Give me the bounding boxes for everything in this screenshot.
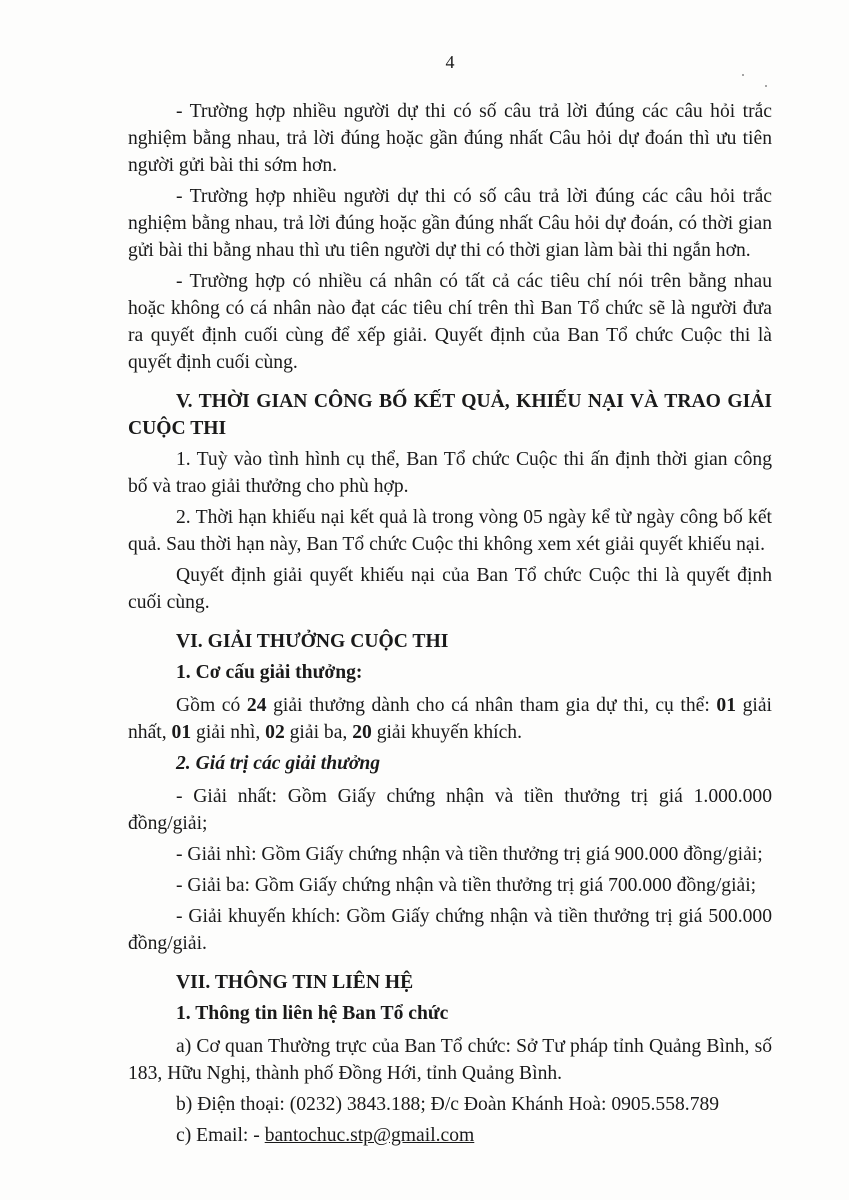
section-5-item-2: 2. Thời hạn khiếu nại kết quả là trong vòng 05 ngày kể từ ngày công bố kết quả. Sau thời hạn này, Ban Tổ chức Cuộc thi không xem xét giải quyết khiếu nại.	[128, 507, 772, 555]
contact-email: c) Email: - bantochuc.stp@gmail.com	[176, 1125, 475, 1146]
document-body	[128, 98, 772, 1153]
tiebreak-rule-2: - Trường hợp nhiều người dự thi có số câu trả lời đúng các câu hỏi trắc nghiệm bằng nhau, trả lời đúng hoặc gần đúng nhất Câu hỏi dự đoán, có thời gian gửi bài thi bằng nhau thì ưu tiên người dự thi có thời gian làm bài thi ngắn hơn.	[128, 186, 772, 261]
section-5-heading: V. THỜI GIAN CÔNG BỐ KẾT QUẢ, KHIẾU NẠI VÀ TRAO GIẢI CUỘC THI	[128, 391, 772, 439]
prize-second: - Giải nhì: Gồm Giấy chứng nhận và tiền thưởng trị giá 900.000 đồng/giải;	[176, 844, 763, 865]
prize-structure-heading: 1. Cơ cấu giải thưởng:	[176, 662, 363, 683]
page-number: 4	[445, 52, 455, 72]
prize-third: - Giải ba: Gồm Giấy chứng nhận và tiền thưởng trị giá 700.000 đồng/giải;	[176, 875, 757, 896]
contact-phone: b) Điện thoại: (0232) 3843.188; Đ/c Đoàn Khánh Hoà: 0905.558.789	[176, 1094, 720, 1115]
tiebreak-rule-1: - Trường hợp nhiều người dự thi có số câu trả lời đúng các câu hỏi trắc nghiệm bằng nhau, trả lời đúng hoặc gần đúng nhất Câu hỏi dự đoán thì ưu tiên người gửi bài thi sớm hơn.	[128, 101, 772, 176]
email-link[interactable]: bantochuc.stp@gmail.com	[264, 1125, 475, 1146]
section-6-heading: VI. GIẢI THƯỞNG CUỘC THI	[176, 631, 449, 652]
prize-first: - Giải nhất: Gồm Giấy chứng nhận và tiền thưởng trị giá 1.000.000 đồng/giải;	[128, 786, 772, 834]
prize-structure-text: Gồm có 24 giải thưởng dành cho cá nhân tham gia dự thi, cụ thể: 01 giải nhất, 01 giải nhì, 02 giải ba, 20 giải khuyến khích.	[128, 695, 773, 743]
contact-heading: 1. Thông tin liên hệ Ban Tổ chức	[176, 1003, 449, 1024]
scan-speck	[742, 74, 744, 76]
scan-speck	[765, 85, 767, 87]
section-5-item-1: 1. Tuỳ vào tình hình cụ thể, Ban Tổ chức Cuộc thi ấn định thời gian công bố và trao giải thưởng cho phù hợp.	[128, 449, 772, 497]
section-7-heading: VII. THÔNG TIN LIÊN HỆ	[176, 972, 414, 993]
section-5-decision: Quyết định giải quyết khiếu nại của Ban Tổ chức Cuộc thi là quyết định cuối cùng.	[128, 565, 772, 613]
prize-value-heading: 2. Giá trị các giải thưởng	[176, 753, 381, 774]
contact-address: a) Cơ quan Thường trực của Ban Tổ chức: Sở Tư pháp tỉnh Quảng Bình, số 183, Hữu Nghị, thành phố Đồng Hới, tỉnh Quảng Bình.	[128, 1036, 772, 1084]
prize-encouragement: - Giải khuyến khích: Gồm Giấy chứng nhận và tiền thưởng trị giá 500.000 đồng/giải.	[128, 906, 772, 954]
tiebreak-rule-3: - Trường hợp có nhiều cá nhân có tất cả các tiêu chí nói trên bằng nhau hoặc không có cá nhân nào đạt các tiêu chí trên thì Ban Tổ chức sẽ là người đưa ra quyết định cuối cùng để xếp giải. Quyết định của Ban Tổ chức Cuộc thi là quyết định cuối cùng.	[128, 271, 772, 373]
